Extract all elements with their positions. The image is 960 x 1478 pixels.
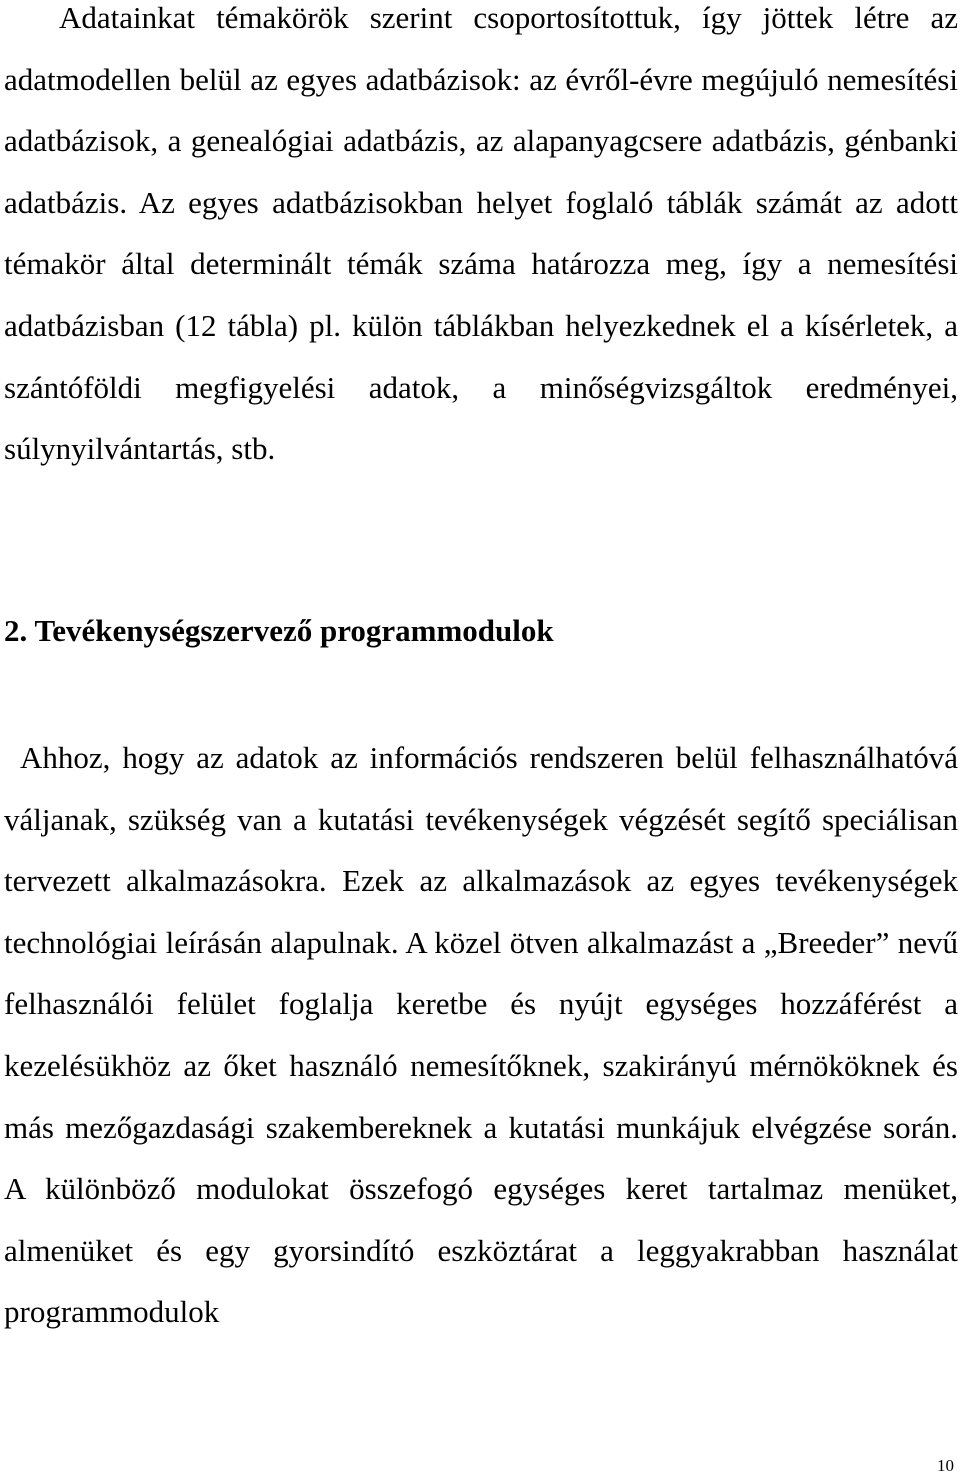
page-number: 10 <box>937 1456 954 1475</box>
section-heading: 2. Tevékenységszervező programmodulok <box>4 613 554 648</box>
body-paragraph-databases: Adatainkat témakörök szerint csoportosítottuk, így jöttek létre az adatmodellen belül az egyes adatbázisok: az évről-évre megújuló nemesítési adatbázisok, a genealógiai adatbázis, az alapanyagcsere adatbázis, génbanki adatbázis. Az egyes adatbázisokban helyet foglaló táblák számát az adott témakör által determinált témák száma határozza meg, így a nemesítési adatbázisban (12 tábla) pl. külön táblákban helyezkednek el a kísérletek, a szántóföldi megfigyelési adatok, a minőségvizsgáltok eredményei, súlynyilvántartás, stb. <box>4 0 958 467</box>
body-paragraph-program-modules: Ahhoz, hogy az adatok az információs rendszeren belül felhasználhatóvá váljanak, szükség van a kutatási tevékenységek végzését segítő speciálisan tervezett alkalmazásokra. Ezek az alkalmazások az egyes tevékenységek technológiai leírásán alapulnak. A közel ötven alkalmazást a „Breeder” nevű felhasználói felület foglalja keretbe és nyújt egységes hozzáférést a kezelésükhöz az őket használó nemesítőknek, szakirányú mérnököknek és más mezőgazdasági szakembereknek a kutatási munkájuk elvégzése során. A különböző modulokat összefogó egységes keret tartalmaz menüket, almenüket és egy gyorsindító eszköztárat a leggyakrabban használat programmodulok <box>4 740 958 1330</box>
